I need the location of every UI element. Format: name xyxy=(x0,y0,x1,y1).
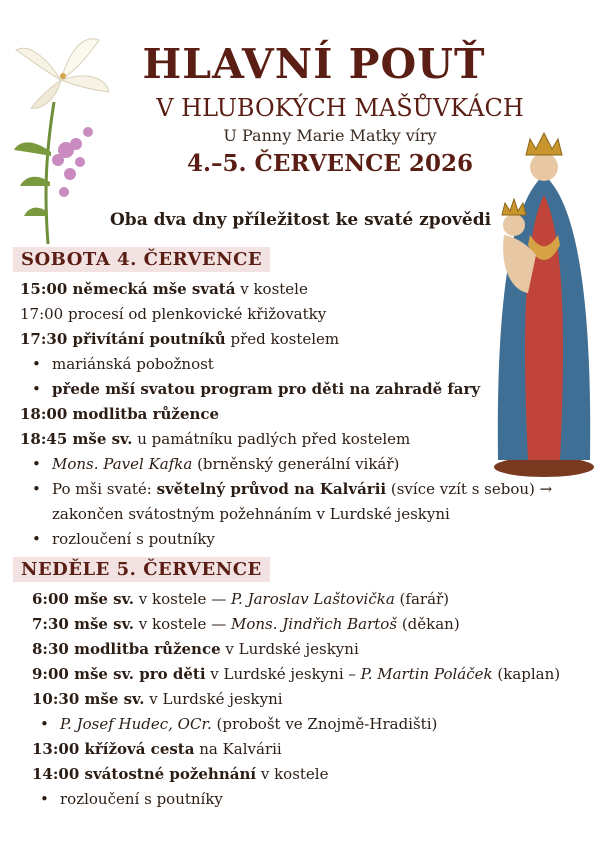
item-text: v Lurdské jeskyni – xyxy=(205,665,361,683)
item-text: v Lurdské jeskyni xyxy=(144,690,283,708)
item-bold: světelný průvod na Kalvárii xyxy=(156,480,387,498)
schedule-item xyxy=(60,790,223,808)
item-text: (svíce vzít s sebou) → xyxy=(386,480,553,498)
page-subtitle: V HLUBOKÝCH MAŠŮVKÁCH xyxy=(156,94,524,122)
item-text: v kostele xyxy=(235,280,308,298)
schedule-item xyxy=(60,715,437,733)
schedule-item xyxy=(20,330,339,348)
item-text: (probošt ve Znojmě-Hradišti) xyxy=(211,715,438,733)
item-text: v kostele — xyxy=(134,615,231,633)
item-bold: 10:30 mše sv. xyxy=(32,690,145,708)
schedule-item xyxy=(32,590,449,608)
item-person: P. Jaroslav Laštovička xyxy=(230,590,395,608)
item-bold: 13:00 křížová cesta xyxy=(32,740,195,758)
item-person: P. Josef Hudec, OCr. xyxy=(60,715,212,733)
schedule-item xyxy=(52,380,480,398)
event-dates: 4.–5. ČERVENCE 2026 xyxy=(187,150,473,177)
item-bold: 17:30 přivítání poutníků xyxy=(20,330,226,348)
sunday-heading: NEDĚLE 5. ČERVENCE xyxy=(13,557,270,582)
schedule-item xyxy=(52,530,215,548)
schedule-item xyxy=(32,765,328,783)
schedule-item xyxy=(52,355,214,373)
item-text: v kostele xyxy=(256,765,329,783)
item-bold: 7:30 mše sv. xyxy=(32,615,135,633)
page-title: HLAVNÍ POUŤ xyxy=(142,40,486,88)
item-text: na Kalvárii xyxy=(194,740,282,758)
item-person: P. Martin Poláček xyxy=(360,665,493,683)
item-bold: 6:00 mše sv. xyxy=(32,590,135,608)
item-text: 17:00 procesí od plenkovické křižovatky xyxy=(20,305,327,323)
item-text: rozloučení s poutníky xyxy=(52,530,215,548)
item-bold: 18:00 modlitba růžence xyxy=(20,405,220,423)
schedule-item xyxy=(32,690,283,708)
item-bold: 14:00 svátostné požehnání xyxy=(32,765,257,783)
item-text: v Lurdské jeskyni xyxy=(220,640,359,658)
item-text: (brněnský generální vikář) xyxy=(192,455,400,473)
confession-note: Oba dva dny příležitost ke svaté zpovědi xyxy=(110,210,492,230)
schedule-item xyxy=(32,615,460,633)
item-text: rozloučení s poutníky xyxy=(60,790,223,808)
item-person: Mons. Jindřich Bartoš xyxy=(230,615,398,633)
item-text: (děkan) xyxy=(397,615,460,633)
item-bold: 15:00 německá mše svatá xyxy=(20,280,236,298)
schedule-item xyxy=(32,640,359,658)
item-text: (kaplan) xyxy=(492,665,561,683)
item-bold: 8:30 modlitba růžence xyxy=(32,640,221,658)
item-text: před kostelem xyxy=(225,330,340,348)
item-text: zakončen svátostným požehnáním v Lurdské jeskyni xyxy=(52,505,450,523)
item-text: u památníku padlých před kostelem xyxy=(132,430,411,448)
item-bold: 9:00 mše sv. pro děti xyxy=(32,665,206,683)
schedule-item xyxy=(20,430,410,448)
item-text: v kostele — xyxy=(134,590,231,608)
item-person: Mons. Pavel Kafka xyxy=(52,455,193,473)
saturday-heading: SOBOTA 4. ČERVENCE xyxy=(13,247,270,272)
schedule-item xyxy=(20,405,219,423)
schedule-item xyxy=(52,455,399,473)
item-text: (farář) xyxy=(394,590,450,608)
item-bold: přede mší svatou program pro děti na zahradě fary xyxy=(52,380,481,398)
schedule-item xyxy=(20,305,326,323)
schedule-item xyxy=(52,505,450,523)
item-text: mariánská pobožnost xyxy=(52,355,214,373)
schedule-item xyxy=(52,480,552,498)
schedule-item xyxy=(32,665,560,683)
item-text: Po mši svaté: xyxy=(52,480,157,498)
schedule-item xyxy=(32,740,282,758)
church-name: U Panny Marie Matky víry xyxy=(223,126,437,145)
schedule-item xyxy=(20,280,308,298)
item-bold: 18:45 mše sv. xyxy=(20,430,133,448)
